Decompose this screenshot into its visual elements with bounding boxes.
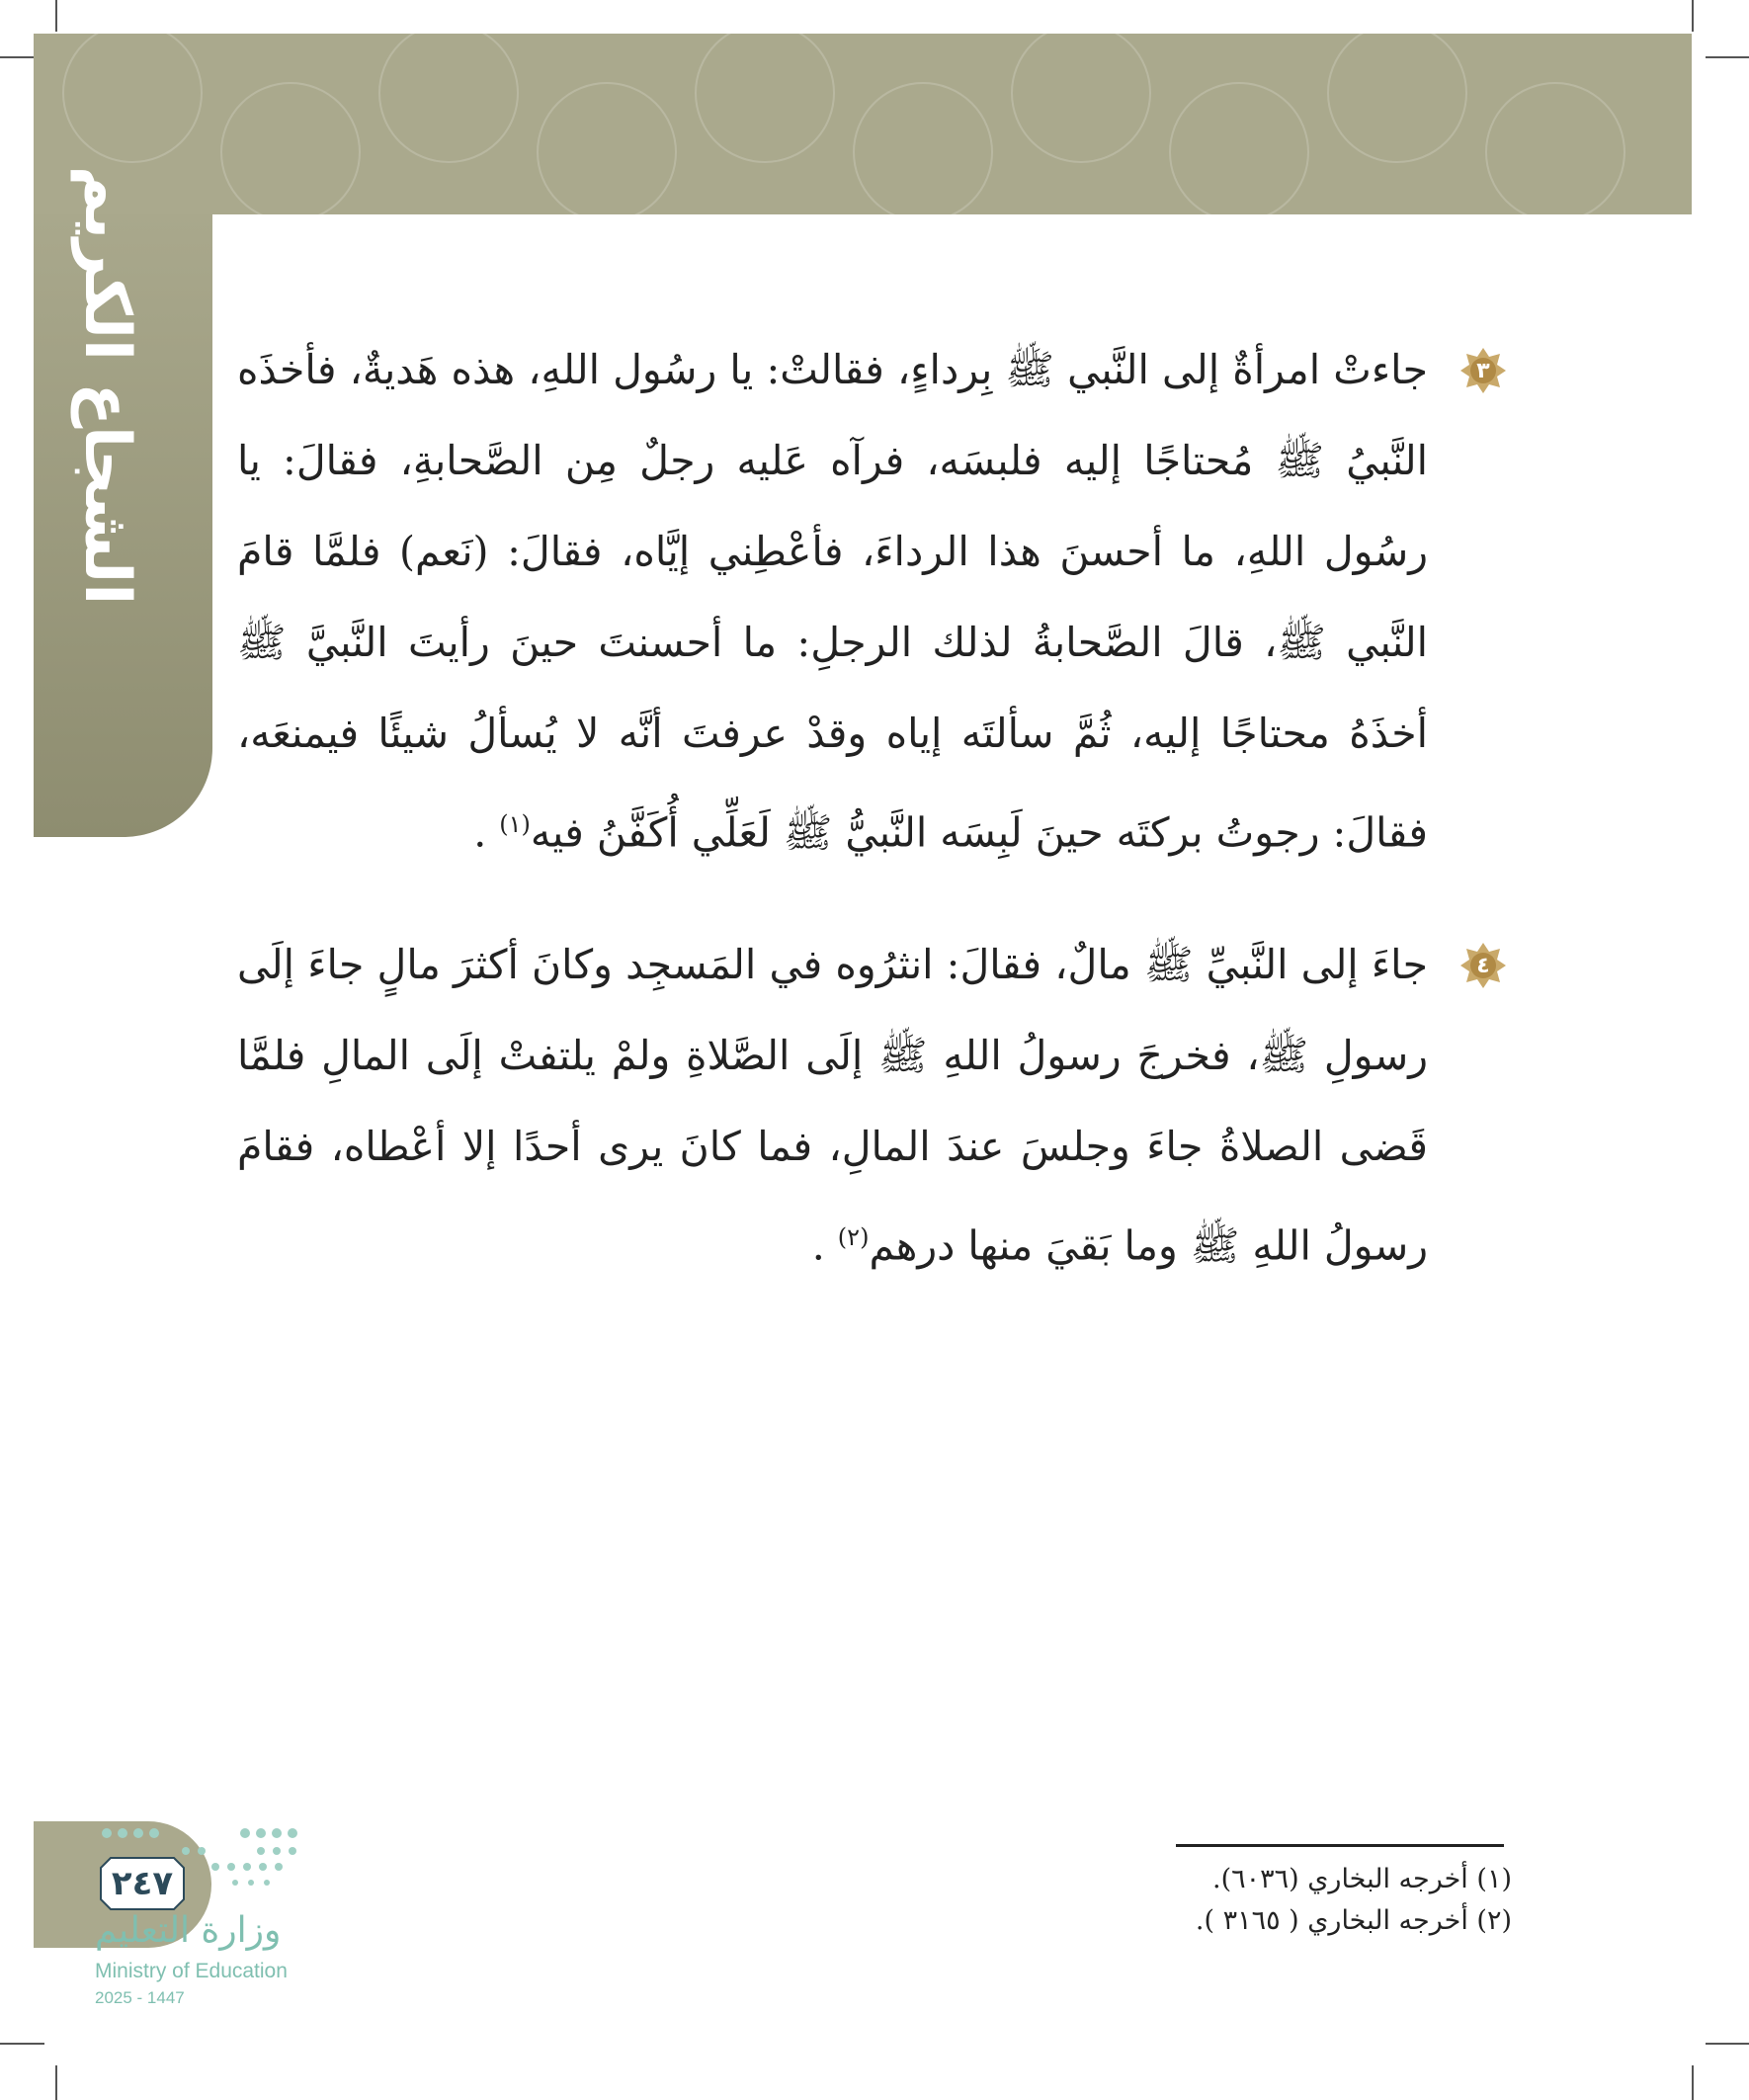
paragraph-text: جاءتْ امرأةٌ إلى النَّبي ﷺ بِرداءٍ، فقالتْ: يا رسُول اللهِ، هذه هَديةٌ، فأخذَه النَّبيُ ﷺ مُحتاجًا إليه فلبسَه، فرآه عَليه رجلٌ مِن الصَّحابةِ، فقالَ: يا رسُول اللهِ، ما أحسنَ هذا الرداءَ، فأعْطِني إيَّاه، فقالَ: (نَعم) فلمَّا قامَ النَّبي ﷺ، قالَ الصَّحابةُ لذلك الرجلِ: ما أحسنتَ حينَ رأيتَ النَّبيَّ ﷺ أخذَهُ محتاجًا إليه، ثُمَّ سألتَه إياه وقدْ عرفتَ أنَّه لا يُسألُ شيئًا فيمنعَه، فقالَ: رجوتُ بركتَه حينَ لَبِسَه النَّبيُّ ﷺ لَعَلِّي أُكَفَّنُ فيه <box>237 346 1428 857</box>
paragraph-text: جاءَ إلى النَّبيِّ ﷺ مالٌ، فقالَ: انثرُوه في المَسجِد وكانَ أكثرَ مالٍ جاءَ إلَى رسولِ ﷺ، فخرجَ رسولُ اللهِ ﷺ إلَى الصَّلاةِ ولمْ يلتفتْ إلَى المالِ فلمَّا قَضى الصلاةُ جاءَ وجلسَ عندَ المالِ، فما كانَ يرى أحدًا إلا أعْطاه، فقامَ رسولُ اللهِ ﷺ وما بَقيَ منها درهم <box>237 941 1428 1270</box>
paragraph-3 <box>237 324 1428 879</box>
footnote-1: (١) أخرجه البخاري (٦٠٣٦). <box>1212 1864 1512 1894</box>
paragraph-number: ٣ <box>1476 358 1490 383</box>
page-number: ٢٤٧ <box>111 1864 174 1903</box>
ministry-name-en: Ministry of Education <box>95 1960 288 1982</box>
crop-mark <box>55 2065 57 2100</box>
footnote-2: (٢) أخرجه البخاري ( ٣١٦٥ ). <box>1195 1905 1512 1936</box>
crop-mark <box>55 0 57 32</box>
crop-mark <box>1692 0 1694 32</box>
header-band <box>34 34 1692 214</box>
crop-mark <box>1706 56 1749 58</box>
header-pattern <box>34 34 1692 214</box>
crop-mark <box>1692 2065 1694 2100</box>
footnote-divider <box>1176 1844 1504 1847</box>
paragraph-number: ٤ <box>1476 953 1490 978</box>
paragraph-4 <box>237 919 1428 1292</box>
crop-mark <box>0 2043 44 2045</box>
footnote-ref: (١) <box>499 810 531 838</box>
footnote-ref: (٢) <box>837 1223 870 1251</box>
crop-mark <box>1706 2043 1749 2045</box>
ministry-year: 2025 - 1447 <box>95 1988 185 2007</box>
chapter-title: الشجاع الكريم <box>70 165 143 606</box>
ministry-name-ar: وزارة التعليم <box>95 1910 282 1951</box>
paragraph-end: . <box>473 808 487 857</box>
paragraph-end: . <box>811 1221 825 1270</box>
